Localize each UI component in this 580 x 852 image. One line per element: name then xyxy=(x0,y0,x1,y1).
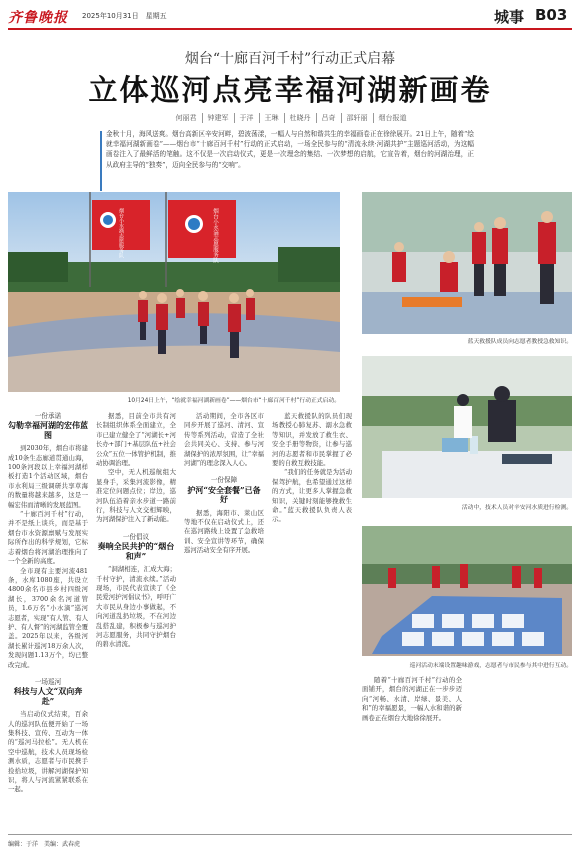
page-number: B03 xyxy=(535,6,568,24)
editor-credits: 编辑：于洋 美编：武春虎 xyxy=(8,841,81,848)
river-game-photo xyxy=(362,526,572,656)
paragraph: 当启动仪式结束，百余人的巡河队伍便开始了一场集科技、宣传、互动为一体的“巡河马拉松”。无人机在空中巡航，技术人员现场检测水质，志愿者与市民携手捡拾垃圾，讲解河湖保护知识，将人与河流紧紧联系在一起。 xyxy=(8,710,88,794)
paragraph: “洞湖相连，汇成大海；千村守护，清流永续。”活动现场，市民代表宣读了《全民爱河护河倡议书》，呼吁广大市民从身边小事做起，不向河道乱扔垃圾，不在河边乱搭乱建，积极参与巡河护河志愿服务，共同守护烟台的碧水清流。 xyxy=(96,565,176,649)
section-title: 科技与人文“双向奔赴” xyxy=(13,686,83,706)
rescue-training-photo xyxy=(362,192,572,334)
masthead-rule xyxy=(8,28,572,30)
issue-date: 2025年10月31日 星期五 xyxy=(82,12,167,20)
article-column-3 xyxy=(184,412,264,556)
article-column-5 xyxy=(362,676,462,723)
footer-rule xyxy=(8,834,572,835)
headline-title: 立体巡河点亮幸福河湖新画卷 xyxy=(88,73,492,107)
paragraph: 据悉，海阳市、莱山区等地不仅在启动仪式上，还在巡河路线上设置了急救培训、安全宣讲等环节，确保巡河活动安全有序开展。 xyxy=(184,508,264,555)
byline-name: 烟台报道 xyxy=(378,114,407,122)
section-kicker: 一份保障 xyxy=(210,476,238,485)
byline xyxy=(106,113,476,123)
byline-name: 王琳 xyxy=(260,113,285,123)
banner-right-text: 烟台小水滴志愿服务队 xyxy=(212,208,218,263)
paragraph: 随着“十廊百河千村”行动的全面铺开，烟台的河湖正在一步步迈向“河畅、水清、岸绿、景美、人和”的幸福愿景，一幅人水和谐的新画卷正在烟台大地徐徐展开。 xyxy=(362,676,462,722)
paragraph: 全市现有主要河流481条，水库1080座，共设立4800余名市县乡村四级河湖长，3700余名河道管员，1.6万名“小水滴”巡河志愿者，实现“有人管、有人护、有人督”的河湖监管全覆盖。2025年以来，各级河湖长累计巡河18万余人次，发现问题1.13万个，均已整改完成。 xyxy=(8,566,88,669)
section-name: 城事 xyxy=(494,8,525,26)
section-title: 奏响全民共护的“烟台和声” xyxy=(97,541,175,561)
article-column-4 xyxy=(272,412,352,525)
section-kicker: 一份承诺 xyxy=(34,412,62,420)
paragraph: 蓝天救援队的队员们现场教授心肺复苏、溺水急救等知识，并发放了救生衣、安全手册等物资，让参与巡河的志愿者和市民掌握了必要的自救互救技能。 xyxy=(272,412,352,468)
newspaper-logo: 齐鲁晚报 xyxy=(8,10,68,26)
headline-kicker: 烟台“十廊百河千村”行动正式启幕 xyxy=(184,51,396,67)
section-title: 勾勒幸福河湖的宏伟蓝图 xyxy=(8,420,88,440)
main-photo-caption: 10月24日上午，“绘就幸福河湖新画卷”——烟台市“十廊百河千村”行动正式启动。 xyxy=(127,398,340,404)
section-kicker: 一份倡议 xyxy=(122,532,150,541)
lede-accent-bar xyxy=(100,131,102,191)
water-testing-illustration xyxy=(362,356,572,498)
water-testing-photo xyxy=(362,356,572,498)
paragraph: 空中，无人机巡航组大显身手，采集河流影像，精准定位问题点位；岸边，巡河队伍沿着亲水步道一路前行，科技与人文交相辉映，为河湖保护注入了新动能。 xyxy=(96,468,176,524)
river-game-illustration xyxy=(362,526,572,656)
rescue-training-illustration xyxy=(362,192,572,334)
byline-name: 邵轩丽 xyxy=(342,113,374,123)
paragraph: 活动期间，全市各区市同步开展了巡河、清河、宣传等系列活动，营造了全社会共同关心、支持、参与河湖保护的浓厚氛围，让“幸福河湖”的理念深入人心。 xyxy=(184,412,264,468)
paragraph: 据悉，目前全市共有河长制组织体系全面建立，全市已建立健全了“河湖长+河长办+部门+基层队伍+社会公众”五位一体管护机制，推动协调治理。 xyxy=(96,412,176,468)
paragraph: “十廊百河千村”行动，并不是纸上谈兵，而是基于烟台市水资源禀赋与发展实际所作出的科学规划，它标志着烟台将河湖治理推向了一个全新的高度。 xyxy=(8,510,88,566)
byline-name: 杜晓丹 xyxy=(285,113,317,123)
byline-name: 何丽君 xyxy=(171,113,203,123)
section-kicker: 一场巡河 xyxy=(34,677,62,686)
banner-left-text: 烟台小水滴志愿服务队 xyxy=(118,208,124,258)
byline-name: 于洋 xyxy=(235,113,260,123)
byline-name: 吕奇 xyxy=(317,113,342,123)
paragraph: 到2030年，烟台市将建成10条生态廊道贯通山海，100条河段以上幸福河湖样板打造1个活动区域，烟台市水利局三级调研共享草海的数量将越来越多，这是一幅宏伟而清晰的发展蓝图。 xyxy=(8,444,88,509)
article-column-2 xyxy=(96,412,176,650)
main-photo xyxy=(8,192,340,392)
article-column-1 xyxy=(8,412,88,795)
lede-paragraph: 金秋十月，海风送爽。烟台高新区辛安河畔，碧波荡漾，一幅人与自然和谐共生的幸福画卷正在徐徐展开。21日上午，随着“绘就幸福河湖新画卷”——烟台市“十廊百河千村”行动的正式启动，一场全民参与的“清流永续·河湖共护”主题巡河活动，为这幅画卷注入了最鲜活的笔触。这不仅是一次启动仪式，更是一次理念的集结、一次梦想的启航，它宣告着，烟台的河湖治理，正从政府主导的“独奏”，迈向全民参与的“交响”。 xyxy=(106,130,474,169)
main-photo-illustration xyxy=(8,192,340,392)
river-game-caption: 巡河活动末端设置趣味游戏，志愿者与市民参与其中进行互动。 xyxy=(409,663,572,669)
paragraph: “我们的任务就是为活动保驾护航，也希望通过这样的方式，让更多人掌握急救知识，关键时刻能够挽救生命。”蓝天救援队负责人表示。 xyxy=(272,468,352,524)
section-title: 护河“安全套餐”已备好 xyxy=(187,484,261,505)
water-test-caption: 活动中，技术人员对辛安河水质进行检测。 xyxy=(461,505,572,511)
byline-name: 钟建军 xyxy=(203,113,235,123)
rescue-photo-caption: 蓝天救援队成员向志愿者教授急救知识。 xyxy=(467,339,572,345)
